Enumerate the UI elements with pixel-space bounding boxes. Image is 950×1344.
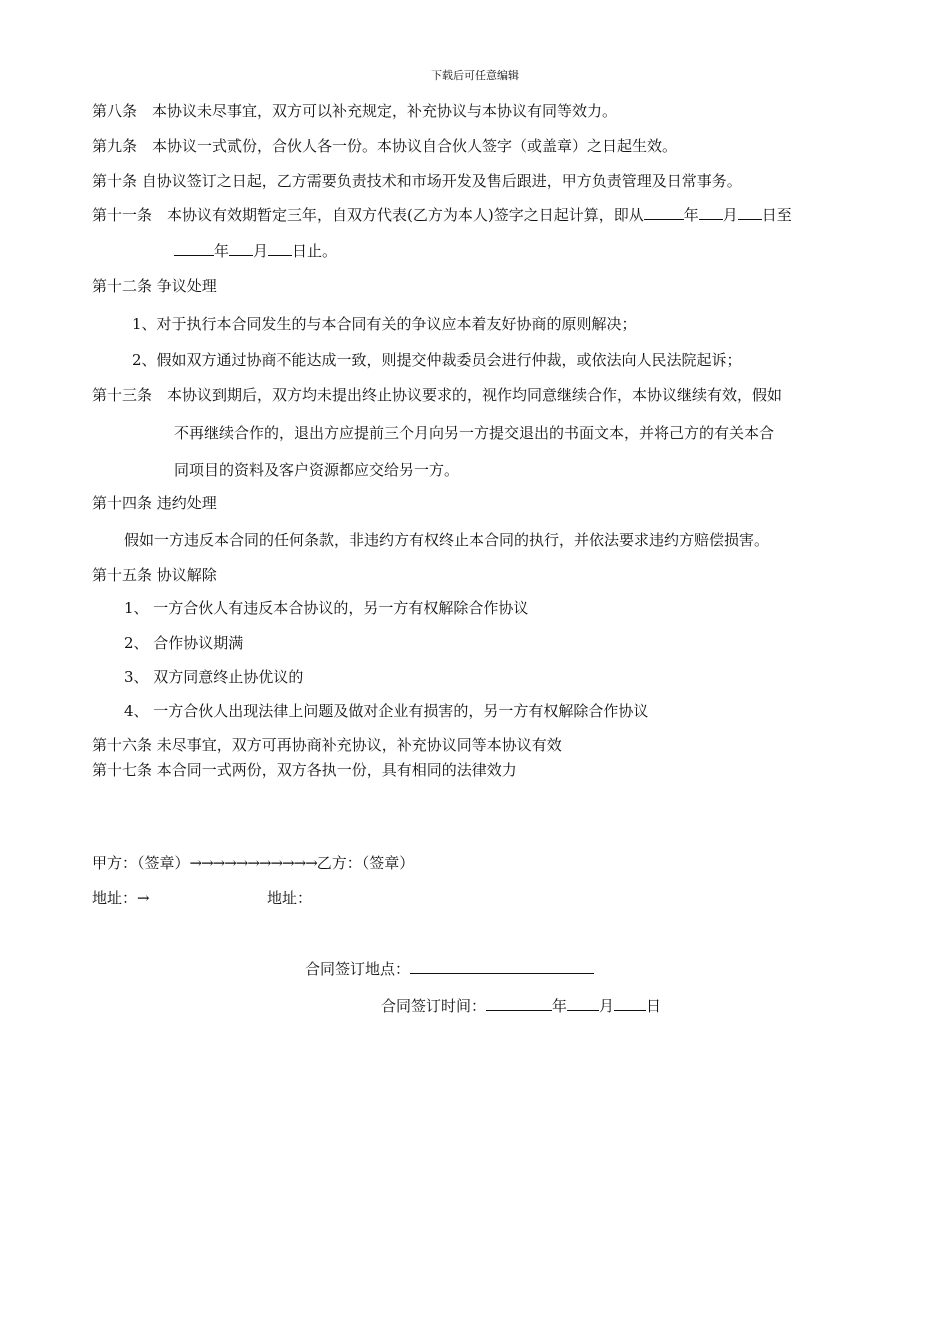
signing-place-label: 合同签订地点： [305, 960, 411, 978]
end-day-label: 日止。 [292, 242, 338, 260]
address-a-label: 地址： [92, 889, 138, 907]
page-header: 下载后可任意编辑 [431, 69, 519, 82]
article-12-item-2: 2、假如双方通过协商不能达成一致，则提交仲裁委员会进行仲裁，或依法向人民法院起诉； [132, 351, 742, 369]
article-13-line-3: 同项目的资料及客户资源都应交给另一方。 [174, 461, 460, 479]
article-10: 第十条 自协议签订之日起，乙方需要负责技术和市场开发及售后跟进，甲方负责管理及日常事务。 [92, 172, 742, 190]
blank-end-month [229, 241, 253, 256]
signing-day-label: 日 [646, 997, 662, 1015]
party-a-label: 甲方：（签章） [92, 854, 190, 872]
signing-month-label: 月 [599, 997, 615, 1015]
article-16: 第十六条 未尽事宜，双方可再协商补充协议，补充协议同等本协议有效 [92, 736, 562, 754]
blank-end-day [268, 241, 292, 256]
article-15-title: 第十五条 协议解除 [92, 566, 217, 584]
article-11-line-2 [174, 241, 337, 261]
signature-line [92, 853, 414, 873]
article-13-line-1: 第十三条 本协议到期后，双方均未提出终止协议要求的，视作均同意继续合作，本协议继续有效，假如 [92, 386, 783, 404]
party-b-label: 乙方：（签章） [316, 854, 415, 872]
blank-end-year [174, 241, 214, 256]
article-14-body: 假如一方违反本合同的任何条款，非违约方有权终止本合同的执行，并依法要求违约方赔偿损害。 [124, 531, 770, 549]
article-14-title: 第十四条 违约处理 [92, 494, 217, 512]
article-9: 第九条 本协议一式贰份，合伙人各一份。本协议自合伙人签字（或盖章）之日起生效。 [92, 137, 678, 155]
year-label: 年 [683, 206, 699, 224]
article-12-title: 第十二条 争议处理 [92, 277, 217, 295]
article-17: 第十七条 本合同一式两份，双方各执一份，具有相同的法律效力 [92, 761, 517, 779]
end-year-label: 年 [214, 242, 230, 260]
article-15-item-3: 3、 双方同意终止协优议的 [124, 668, 304, 686]
article-15-item-4: 4、 一方合伙人出现法律上问题及做对企业有损害的，另一方有权解除合作协议 [124, 702, 649, 720]
article-8: 第八条 本协议未尽事宜，双方可以补充规定，补充协议与本协议有同等效力。 [92, 102, 618, 120]
article-15-item-1: 1、 一方合伙人有违反本合协议的，另一方有权解除合作协议 [124, 599, 529, 617]
address-a [92, 888, 149, 908]
blank-start-month [699, 205, 723, 220]
end-month-label: 月 [253, 242, 269, 260]
address-arrow: → [137, 889, 149, 907]
article-12-item-1: 1、对于执行本合同发生的与本合同有关的争议应本着友好协商的原则解决； [132, 315, 637, 333]
blank-signing-day [614, 996, 646, 1011]
blank-start-day [738, 205, 762, 220]
signing-time [381, 996, 661, 1016]
signing-place [305, 959, 594, 979]
blank-signing-place [410, 959, 594, 974]
blank-start-year [644, 205, 684, 220]
address-b-label: 地址： [267, 889, 313, 907]
blank-signing-year [486, 996, 552, 1011]
article-11-line-1 [92, 205, 792, 225]
signing-year-label: 年 [552, 997, 568, 1015]
article-13-line-2: 不再继续合作的，退出方应提前三个月向另一方提交退出的书面文本，并将己方的有关本合 [174, 424, 775, 442]
day-to-label: 日至 [761, 206, 792, 224]
signing-time-label: 合同签订时间： [381, 997, 487, 1015]
article-11-text: 第十一条 本协议有效期暂定三年，自双方代表(乙方为本人)签字之日起计算，即从 [92, 206, 644, 224]
month-label: 月 [722, 206, 738, 224]
article-15-item-2: 2、 合作协议期满 [124, 634, 244, 652]
blank-signing-month [567, 996, 599, 1011]
tab-arrows: →→→→→→→→→→→ [189, 854, 317, 872]
